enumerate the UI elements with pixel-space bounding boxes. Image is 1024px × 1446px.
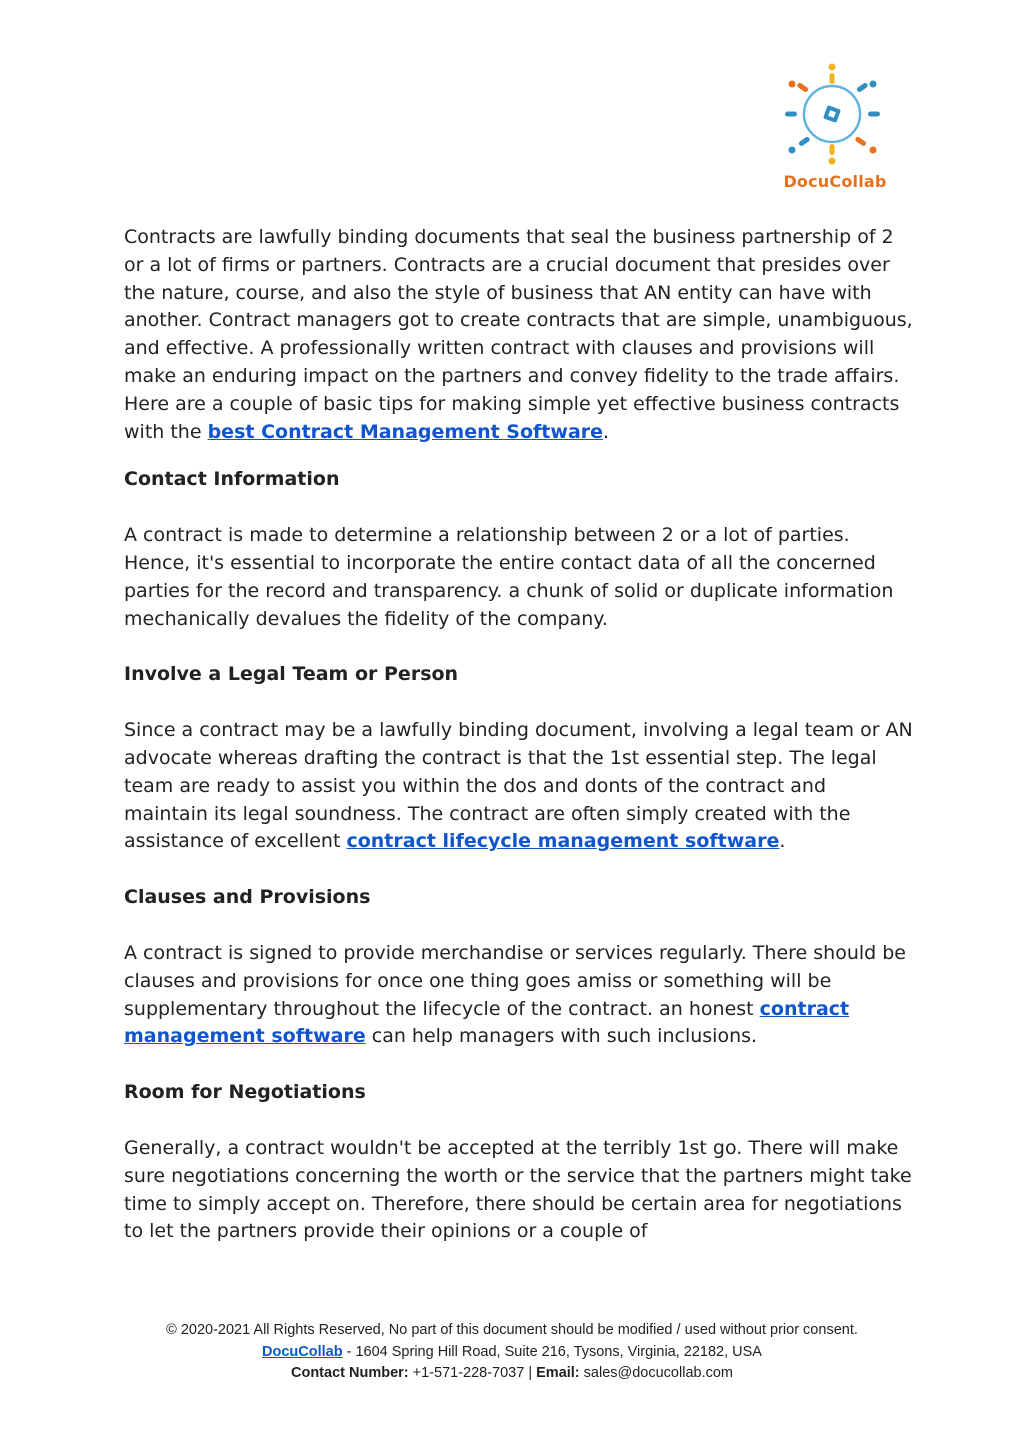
heading-contact-information: Contact Information	[124, 468, 340, 491]
best-cms-link[interactable]: best Contract Management Software	[207, 420, 604, 443]
footer-address: - 1604 Spring Hill Road, Suite 216, Tysons, Virginia, 22182, USA	[342, 1343, 762, 1360]
footer-address-line	[0, 1342, 1024, 1364]
clauses-text: A contract is signed to provide merchandise or services regularly. There should be clauses and provisions for once one thing goes amiss or something will be supplementary throughout the lifecycle of the contract. an honest	[124, 941, 906, 1020]
paragraph-negotiations: Generally, a contract wouldn't be accepted at the terribly 1st go. There will make sure negotiations concerning the worth or the service that the partners might take time to simply accept on. Therefore, there should be certain area for negotiations to let the partners provide their opinions or a couple of	[124, 1136, 912, 1243]
intro-after: .	[603, 420, 610, 443]
footer-email-label: Email:	[536, 1365, 580, 1381]
heading-legal-team: Involve a Legal Team or Person	[124, 663, 459, 686]
footer-contact-line	[0, 1363, 1024, 1385]
footer-contact-value: +1-571-228-7037 |	[408, 1365, 537, 1381]
heading-negotiations: Room for Negotiations	[124, 1081, 366, 1104]
heading-clauses-provisions: Clauses and Provisions	[124, 886, 371, 909]
legal-team-text: Since a contract may be a lawfully binding document, involving a legal team or AN advocate whereas drafting the contract is that the 1st essential step. The legal team are ready to assist you within the dos and donts of the contract and maintain its legal soundness. The contract are often simply created with the assistance of excellent	[124, 719, 913, 853]
document-body	[124, 224, 914, 1246]
footer-contact-label: Contact Number:	[290, 1365, 409, 1381]
clm-software-link[interactable]: contract lifecycle management software	[346, 830, 780, 853]
clauses-after: can help managers with such inclusions.	[365, 1025, 758, 1048]
paragraph-clauses-provisions	[124, 940, 914, 1051]
cms-link[interactable]: contract management software	[124, 997, 850, 1048]
paragraph-legal-team	[124, 717, 914, 856]
footer-company-link[interactable]: DocuCollab	[262, 1343, 343, 1360]
intro-text: Contracts are lawfully binding documents that seal the business partnership of 2 or a lot of firms or partners. Contracts are a crucial document that presides over the nature, course, and also the style of business that AN entity can have with another. Contract managers got to create contracts that are simple, unambiguous, and effective. A professionally written contract with clauses and provisions will make an enduring impact on the partners and convey fidelity to the trade affairs. Here are a couple of basic tips for making simple yet effective business contracts with the	[124, 226, 913, 443]
legal-team-after: .	[779, 830, 786, 853]
logo	[780, 62, 890, 194]
paragraph-contact-information: A contract is made to determine a relationship between 2 or a lot of parties. Hence, it's essential to incorporate the entire contact data of all the concerned parties for the record and transparency. a chunk of solid or duplicate information mechanically devalues the fidelity of the company.	[124, 524, 894, 630]
footer	[0, 1320, 1024, 1385]
intro-paragraph	[124, 224, 914, 446]
footer-copyright: © 2020-2021 All Rights Reserved, No part of this document should be modified / used without prior consent.	[166, 1322, 858, 1338]
footer-email-value: sales@docucollab.com	[579, 1365, 733, 1381]
docucollab-logo-icon	[780, 62, 890, 172]
logo-text: DocuCollab	[783, 172, 887, 191]
